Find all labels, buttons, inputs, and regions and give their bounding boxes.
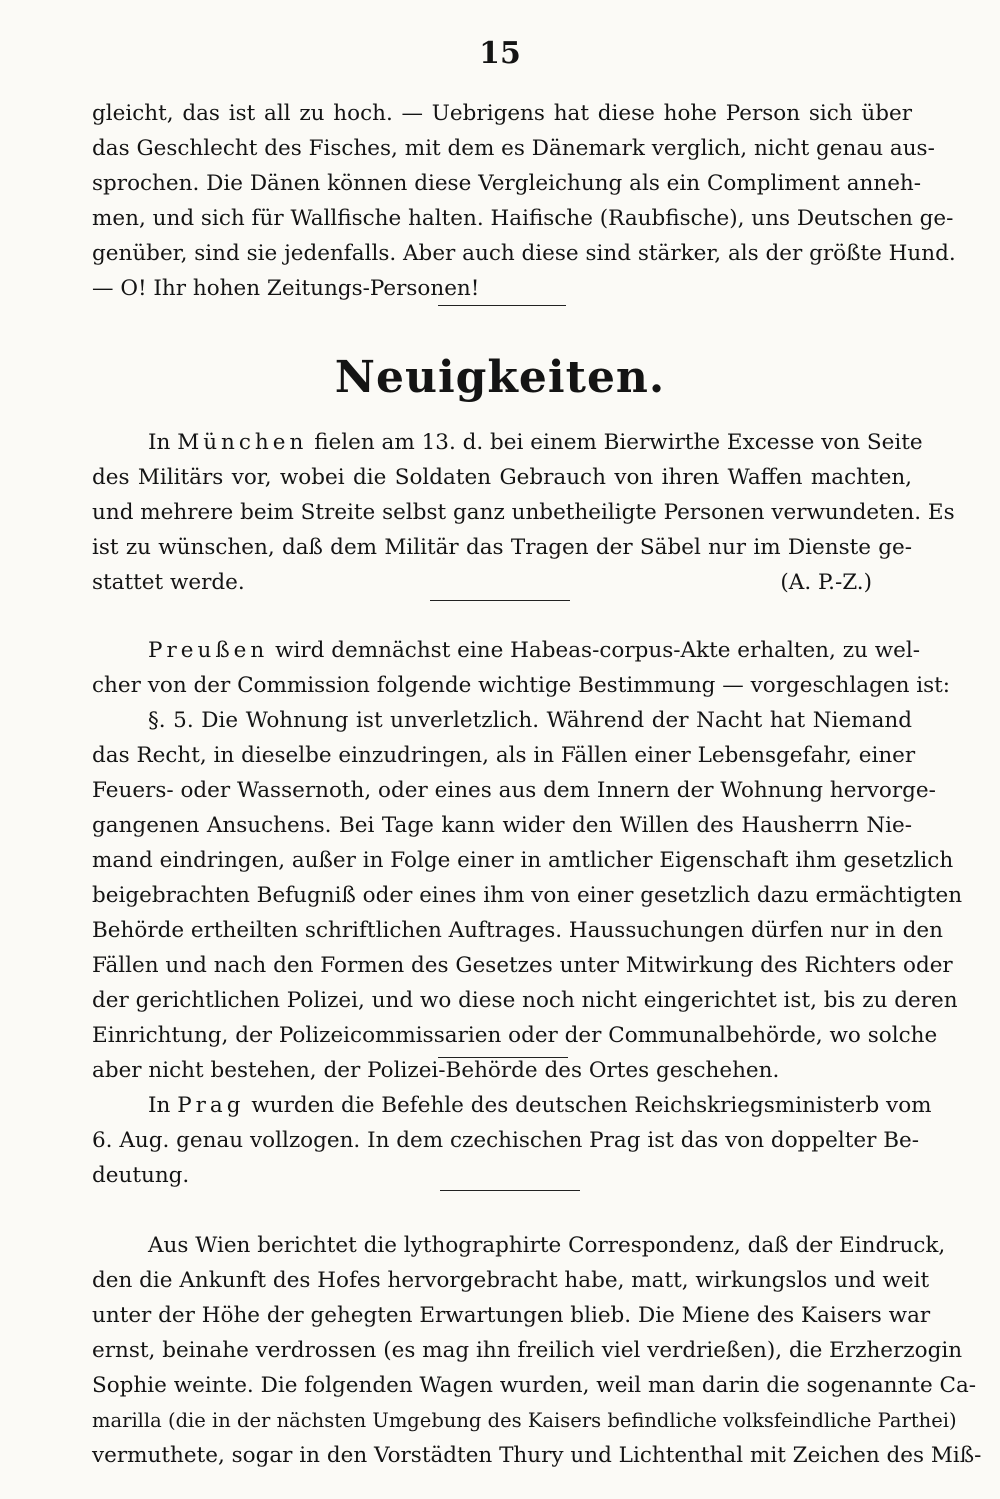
text-line: vermuthete, sogar in den Vorstädten Thury und Lichtenthal mit Zeichen des Miß- bbox=[92, 1443, 982, 1468]
text-line: gleicht, das ist all zu hoch. — Uebrigens hat diese hohe Person sich über bbox=[92, 101, 912, 126]
source-signature: (A. P.-Z.) bbox=[780, 570, 872, 595]
text-line: den die Ankunft des Hofes hervorgebracht habe, matt, wirkungslos und weit bbox=[92, 1268, 930, 1293]
text-line: sprochen. Die Dänen können diese Vergleichung als ein Compliment anneh- bbox=[92, 171, 922, 196]
separator-rule bbox=[440, 1190, 580, 1191]
place-name: Prag bbox=[177, 1093, 245, 1118]
place-name: Preußen bbox=[148, 638, 269, 663]
text-line: Behörde ertheilten schriftlichen Auftrages. Haussuchungen dürfen nur in den bbox=[92, 918, 943, 943]
text-line: mand eindringen, außer in Folge einer in amtlicher Eigenschaft ihm gesetzlich bbox=[92, 848, 954, 873]
text-line: — O! Ihr hohen Zeitungs-Personen! bbox=[92, 276, 480, 301]
text-line: Fällen und nach den Formen des Gesetzes unter Mitwirkung des Richters oder bbox=[92, 953, 953, 978]
line-rest: wird demnächst eine Habeas-corpus-Akte erhalten, zu wel- bbox=[275, 638, 920, 663]
preussen-paragraph bbox=[92, 633, 963, 1088]
text-line: cher von der Commission folgende wichtige Bestimmung — vorgeschlagen ist: bbox=[92, 673, 951, 698]
line-rest: stattet werde. bbox=[92, 570, 245, 595]
text-line: §. 5. Die Wohnung ist unverletzlich. Während der Nacht hat Niemand bbox=[148, 708, 912, 733]
muenchen-paragraph bbox=[92, 425, 955, 600]
text-line: der gerichtlichen Polizei, und wo diese noch nicht eingerichtet ist, bis zu deren bbox=[92, 988, 958, 1013]
line-prefix: In bbox=[148, 430, 171, 455]
intro-paragraph bbox=[92, 96, 956, 306]
line-rest: fielen am 13. d. bei einem Bierwirthe Excesse von Seite bbox=[314, 430, 923, 455]
text-line bbox=[92, 633, 920, 668]
text-line: Aus Wien berichtet die lythographirte Correspondenz, daß der Eindruck, bbox=[148, 1233, 946, 1258]
page-number: 15 bbox=[479, 36, 521, 71]
text-line: marilla (die in der nächsten Umgebung des Kaisers befindliche volksfeindliche Parthei) bbox=[92, 1409, 957, 1432]
text-line: unter der Höhe der gehegten Erwartungen blieb. Die Miene des Kaisers war bbox=[92, 1303, 931, 1328]
text-line bbox=[92, 425, 923, 460]
text-line bbox=[92, 565, 912, 600]
text-line: 6. Aug. genau vollzogen. In dem czechischen Prag ist das von doppelter Be- bbox=[92, 1128, 920, 1153]
text-line: das Recht, in dieselbe einzudringen, als in Fällen einer Lebensgefahr, einer bbox=[92, 743, 916, 768]
text-line: ist zu wünschen, daß dem Militär das Tragen der Säbel nur im Dienste ge- bbox=[92, 535, 912, 560]
text-line: aber nicht bestehen, der Polizei-Behörde des Ortes geschehen. bbox=[92, 1058, 780, 1083]
text-line: beigebrachten Befugniß oder eines ihm von einer gesetzlich dazu ermächtigten bbox=[92, 883, 963, 908]
prag-paragraph bbox=[92, 1088, 932, 1193]
wien-paragraph bbox=[92, 1228, 982, 1473]
text-line: Einrichtung, der Polizeicommissarien oder der Communalbehörde, wo solche bbox=[92, 1023, 938, 1048]
separator-rule bbox=[430, 600, 570, 601]
text-line: Sophie weinte. Die folgenden Wagen wurden, weil man darin die sogenannte Ca- bbox=[92, 1373, 977, 1398]
line-rest: wurden die Befehle des deutschen Reichskriegsministerb vom bbox=[251, 1093, 932, 1118]
text-line: gangenen Ansuchens. Bei Tage kann wider den Willen des Hausherrn Nie- bbox=[92, 813, 912, 838]
section-heading: Neuigkeiten. bbox=[334, 352, 666, 403]
text-line: men, und sich für Wallfische halten. Haifische (Raubfische), uns Deutschen ge- bbox=[92, 206, 954, 231]
text-line: des Militärs vor, wobei die Soldaten Gebrauch von ihren Waffen machten, bbox=[92, 465, 912, 490]
text-line: und mehrere beim Streite selbst ganz unbetheiligte Personen verwundeten. Es bbox=[92, 500, 955, 525]
separator-rule bbox=[438, 305, 566, 306]
separator-rule bbox=[438, 1057, 568, 1058]
place-name: München bbox=[177, 430, 308, 455]
text-line: das Geschlecht des Fisches, mit dem es Dänemark verglich, nicht genau aus- bbox=[92, 136, 935, 161]
text-line: genüber, sind sie jedenfalls. Aber auch diese sind stärker, als der größte Hund. bbox=[92, 241, 956, 266]
text-line bbox=[92, 1088, 932, 1123]
text-line: deutung. bbox=[92, 1163, 190, 1188]
text-line: ernst, beinahe verdrossen (es mag ihn freilich viel verdrießen), die Erzherzogin bbox=[92, 1338, 963, 1363]
text-line: Feuers- oder Wassernoth, oder eines aus dem Innern der Wohnung hervorge- bbox=[92, 778, 936, 803]
line-prefix: In bbox=[148, 1093, 171, 1118]
